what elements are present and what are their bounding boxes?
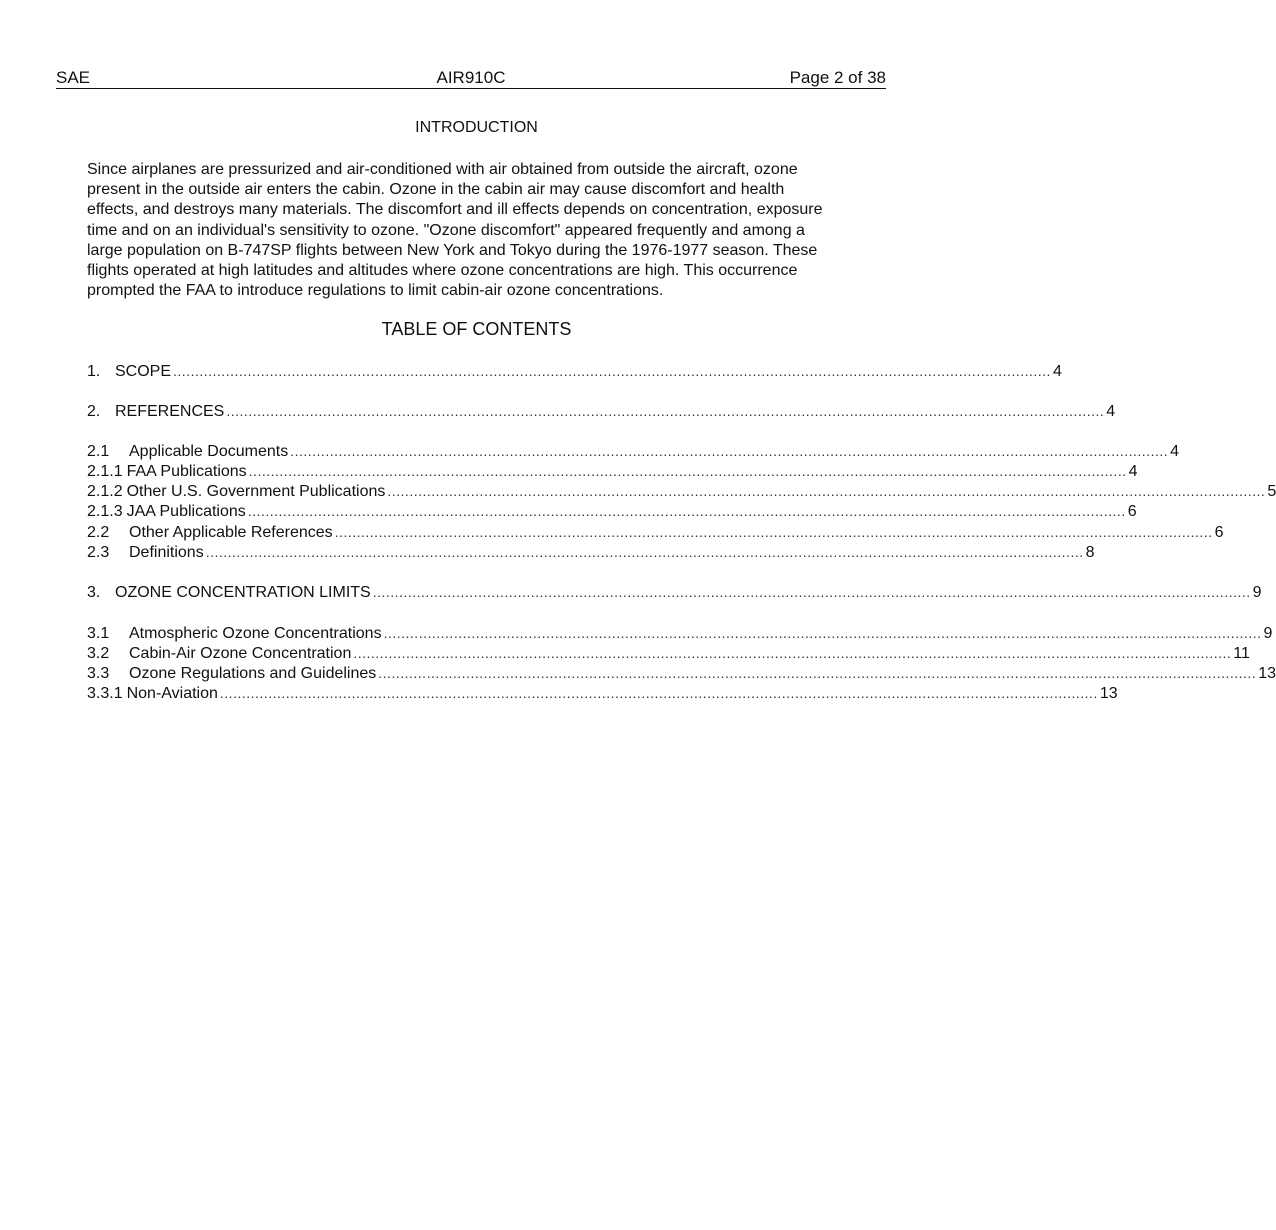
- toc-entry-page: 9: [1263, 625, 1273, 642]
- toc-entry-number: 1.: [87, 363, 101, 380]
- intro-line: large population on B-747SP flights between New York and Tokyo during the 1976-1977 season. These: [87, 241, 818, 259]
- toc-entry-page: 4: [1052, 363, 1062, 380]
- toc-entry-number: 3.3: [87, 665, 110, 682]
- toc-dot-leader: ........................................................................................................................................................................................................: [378, 665, 1257, 681]
- toc-entry-other-applicable-references[interactable]: [87, 522, 1224, 542]
- toc-entry-definitions[interactable]: [87, 542, 1095, 562]
- toc-entry-scope[interactable]: [87, 361, 1062, 381]
- intro-line: Since airplanes are pressurized and air-conditioned with air obtained from outside the aircraft, ozone: [87, 161, 798, 178]
- toc-entry-number: 2.1.2: [87, 483, 123, 500]
- toc-entry-other-us-government-publications[interactable]: [87, 481, 1276, 501]
- toc-entry-number: 2.: [87, 403, 101, 420]
- toc-entry-number: 2.3: [87, 544, 110, 561]
- toc-entry-title: JAA Publications: [126, 503, 246, 520]
- page-header: [56, 68, 886, 89]
- toc-entry-page: 5: [1267, 483, 1276, 500]
- toc-dot-leader: ........................................................................................................................................................................................................: [226, 403, 1105, 419]
- intro-line: effects, and destroys many materials. The discomfort and ill effects depends on concentration, exposure: [87, 201, 823, 219]
- toc-entry-page: 4: [1170, 443, 1180, 460]
- toc-heading: TABLE OF CONTENTS: [381, 319, 572, 339]
- toc-entry-page: 4: [1128, 463, 1138, 480]
- toc-entry-number: 2.1.1: [87, 463, 123, 480]
- toc-dot-leader: ........................................................................................................................................................................................................: [387, 483, 1266, 499]
- toc-entry-title: Cabin-Air Ozone Concentration: [129, 645, 352, 662]
- toc-entry-page: 4: [1106, 403, 1116, 420]
- toc-entry-number: 2.1.3: [87, 503, 123, 520]
- intro-line: prompted the FAA to introduce regulations to limit cabin-air ozone concentrations.: [87, 282, 664, 300]
- header-org: SAE: [56, 68, 91, 87]
- intro-line: present in the outside air enters the cabin. Ozone in the cabin air may cause discomfort and health: [87, 181, 785, 199]
- toc-entry-page: 13: [1258, 665, 1276, 682]
- toc-dot-leader: ........................................................................................................................................................................................................: [372, 584, 1251, 600]
- toc-entry-title: Other U.S. Government Publications: [126, 483, 386, 500]
- toc-entry-page: 13: [1099, 685, 1118, 702]
- toc-entry-cabin-air-ozone-concentration[interactable]: [87, 643, 1250, 663]
- toc-entry-page: 11: [1233, 645, 1250, 662]
- toc-dot-leader: ........................................................................................................................................................................................................: [290, 443, 1169, 459]
- toc-entry-title: Atmospheric Ozone Concentrations: [129, 625, 382, 642]
- toc-entry-number: 3.3.1: [87, 685, 123, 702]
- toc-entry-title: FAA Publications: [126, 463, 247, 480]
- introduction-paragraph: [87, 160, 877, 301]
- toc-entry-page: 6: [1214, 524, 1224, 541]
- toc-entry-ozone-concentration-limits[interactable]: [87, 582, 1262, 602]
- toc-entry-title: Definitions: [129, 544, 204, 561]
- toc-dot-leader: ........................................................................................................................................................................................................: [353, 645, 1232, 661]
- toc-entry-references[interactable]: [87, 401, 1116, 421]
- toc-entry-title: Ozone Regulations and Guidelines: [129, 665, 377, 682]
- toc-dot-leader: ........................................................................................................................................................................................................: [219, 685, 1098, 701]
- toc-entry-number: 3.: [87, 584, 101, 601]
- toc-entry-title: SCOPE: [115, 363, 172, 380]
- toc-entry-atmospheric-ozone-concentrations[interactable]: [87, 623, 1273, 643]
- introduction-heading: INTRODUCTION: [415, 119, 538, 136]
- toc-entry-title: Applicable Documents: [129, 443, 289, 460]
- toc-entry-number: 2.1: [87, 443, 110, 460]
- toc-entry-number: 3.2: [87, 645, 110, 662]
- toc-entry-page: 8: [1085, 544, 1095, 561]
- intro-line: flights operated at high latitudes and altitudes where ozone concentrations are high. This occurrence: [87, 262, 798, 280]
- toc-entry-ozone-regulations-and-guidelines[interactable]: [87, 663, 1276, 683]
- toc-dot-leader: ........................................................................................................................................................................................................: [248, 463, 1127, 479]
- toc-entry-non-aviation[interactable]: [87, 683, 1118, 703]
- toc-dot-leader: ........................................................................................................................................................................................................: [334, 524, 1213, 540]
- toc-entry-title: Other Applicable References: [129, 524, 333, 541]
- toc-entry-jaa-publications[interactable]: [87, 501, 1137, 521]
- toc-entry-number: 2.2: [87, 524, 110, 541]
- header-document-id: AIR910C: [436, 68, 506, 87]
- toc-entry-applicable-documents[interactable]: [87, 441, 1180, 461]
- header-page-number: Page 2 of 38: [789, 68, 886, 87]
- toc-dot-leader: ........................................................................................................................................................................................................: [247, 503, 1126, 519]
- toc-entry-number: 3.1: [87, 625, 110, 642]
- toc-entry-faa-publications[interactable]: [87, 461, 1138, 481]
- toc-entry-title: REFERENCES: [115, 403, 225, 420]
- toc-entry-page: 9: [1252, 584, 1262, 601]
- toc-entry-title: Non-Aviation: [126, 685, 218, 702]
- toc-entry-title: OZONE CONCENTRATION LIMITS: [115, 584, 371, 601]
- toc-dot-leader: ........................................................................................................................................................................................................: [383, 625, 1262, 641]
- toc-dot-leader: ........................................................................................................................................................................................................: [173, 363, 1051, 379]
- toc-dot-leader: ........................................................................................................................................................................................................: [205, 544, 1084, 560]
- toc-entry-page: 6: [1127, 503, 1137, 520]
- intro-line: time and on an individual's sensitivity to ozone. "Ozone discomfort" appeared frequently and among a: [87, 221, 805, 239]
